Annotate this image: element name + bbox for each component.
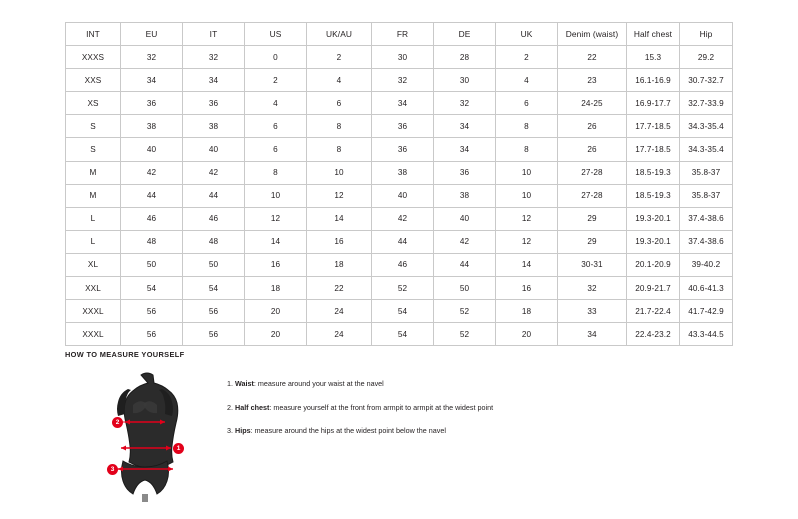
cell-fr: 34: [372, 92, 434, 115]
column-header-hip: Hip: [680, 23, 733, 46]
cell-hip: 37.4-38.6: [680, 207, 733, 230]
cell-eu: 34: [121, 69, 183, 92]
cell-denim-waist: 29: [558, 207, 627, 230]
cell-us: 2: [245, 69, 307, 92]
cell-de: 38: [434, 184, 496, 207]
measure-note-number: 2.: [227, 402, 233, 412]
cell-uk: 16: [496, 277, 558, 300]
measure-note-term: Waist: [235, 379, 254, 388]
cell-uk-au: 14: [307, 207, 372, 230]
cell-fr: 44: [372, 230, 434, 253]
cell-half-chest: 19.3-20.1: [627, 207, 680, 230]
cell-denim-waist: 23: [558, 69, 627, 92]
cell-eu: 38: [121, 115, 183, 138]
cell-half-chest: 16.9-17.7: [627, 92, 680, 115]
cell-int: S: [66, 138, 121, 161]
cell-half-chest: 20.9-21.7: [627, 277, 680, 300]
cell-fr: 36: [372, 138, 434, 161]
mannequin-illustration: [85, 369, 205, 504]
cell-hip: 43.3-44.5: [680, 323, 733, 346]
cell-de: 34: [434, 115, 496, 138]
cell-us: 4: [245, 92, 307, 115]
cell-it: 54: [183, 277, 245, 300]
cell-fr: 32: [372, 69, 434, 92]
column-header-uk: UK: [496, 23, 558, 46]
cell-int: XS: [66, 92, 121, 115]
cell-de: 28: [434, 46, 496, 69]
cell-hip: 35.8-37: [680, 184, 733, 207]
table-row: [66, 207, 733, 230]
cell-eu: 32: [121, 46, 183, 69]
cell-half-chest: 19.3-20.1: [627, 230, 680, 253]
measure-badge-3: 3: [107, 464, 118, 475]
cell-hip: 41.7-42.9: [680, 300, 733, 323]
size-table-body: [66, 46, 733, 346]
table-row: [66, 277, 733, 300]
column-header-half-chest: Half chest: [627, 23, 680, 46]
measure-note-waist: [227, 379, 493, 389]
cell-uk-au: 8: [307, 138, 372, 161]
table-row: [66, 230, 733, 253]
cell-us: 20: [245, 300, 307, 323]
cell-it: 56: [183, 300, 245, 323]
cell-uk: 12: [496, 230, 558, 253]
size-table-head: [66, 23, 733, 46]
size-table: [65, 22, 733, 346]
cell-eu: 56: [121, 323, 183, 346]
cell-denim-waist: 30-31: [558, 253, 627, 276]
measure-note-term: Half chest: [235, 402, 270, 412]
cell-it: 42: [183, 161, 245, 184]
how-to-measure-body: [65, 369, 745, 504]
cell-uk: 2: [496, 46, 558, 69]
cell-de: 50: [434, 277, 496, 300]
cell-uk-au: 24: [307, 323, 372, 346]
cell-uk: 10: [496, 184, 558, 207]
column-header-uk-au: UK/AU: [307, 23, 372, 46]
cell-denim-waist: 29: [558, 230, 627, 253]
cell-uk: 8: [496, 138, 558, 161]
cell-de: 40: [434, 207, 496, 230]
cell-half-chest: 22.4-23.2: [627, 323, 680, 346]
measure-note-text: : measure around your waist at the navel: [253, 379, 384, 388]
table-header-row: [66, 23, 733, 46]
cell-uk-au: 8: [307, 115, 372, 138]
cell-uk-au: 12: [307, 184, 372, 207]
cell-int: L: [66, 230, 121, 253]
cell-it: 56: [183, 323, 245, 346]
measure-note-hips: [227, 426, 493, 436]
measure-badge-1: 1: [173, 443, 184, 454]
cell-denim-waist: 33: [558, 300, 627, 323]
cell-hip: 39-40.2: [680, 253, 733, 276]
cell-uk: 10: [496, 161, 558, 184]
cell-eu: 46: [121, 207, 183, 230]
how-to-measure-title: HOW TO MEASURE YOURSELF: [65, 350, 185, 359]
column-header-de: DE: [434, 23, 496, 46]
cell-hip: 30.7-32.7: [680, 69, 733, 92]
cell-int: XXS: [66, 69, 121, 92]
column-header-denim-waist: Denim (waist): [558, 23, 627, 46]
size-table-container: [65, 22, 732, 346]
table-row: [66, 253, 733, 276]
cell-uk: 20: [496, 323, 558, 346]
cell-uk: 12: [496, 207, 558, 230]
cell-half-chest: 15.3: [627, 46, 680, 69]
cell-fr: 42: [372, 207, 434, 230]
cell-us: 6: [245, 138, 307, 161]
table-row: [66, 69, 733, 92]
cell-it: 32: [183, 46, 245, 69]
measure-note-number: 1.: [227, 379, 233, 388]
cell-hip: 34.3-35.4: [680, 115, 733, 138]
cell-denim-waist: 34: [558, 323, 627, 346]
cell-us: 12: [245, 207, 307, 230]
cell-eu: 40: [121, 138, 183, 161]
cell-uk-au: 6: [307, 92, 372, 115]
cell-it: 46: [183, 207, 245, 230]
table-row: [66, 115, 733, 138]
cell-hip: 29.2: [680, 46, 733, 69]
cell-it: 34: [183, 69, 245, 92]
cell-int: M: [66, 161, 121, 184]
column-header-eu: EU: [121, 23, 183, 46]
cell-it: 44: [183, 184, 245, 207]
cell-fr: 52: [372, 277, 434, 300]
cell-uk-au: 18: [307, 253, 372, 276]
cell-eu: 48: [121, 230, 183, 253]
cell-uk-au: 2: [307, 46, 372, 69]
cell-us: 8: [245, 161, 307, 184]
cell-hip: 35.8-37: [680, 161, 733, 184]
cell-fr: 46: [372, 253, 434, 276]
cell-int: XL: [66, 253, 121, 276]
measure-note-half-chest: [227, 403, 493, 413]
cell-us: 18: [245, 277, 307, 300]
cell-fr: 54: [372, 300, 434, 323]
how-to-measure-section: [65, 350, 745, 504]
cell-denim-waist: 26: [558, 115, 627, 138]
cell-uk: 4: [496, 69, 558, 92]
cell-eu: 42: [121, 161, 183, 184]
table-row: [66, 300, 733, 323]
cell-uk-au: 22: [307, 277, 372, 300]
cell-us: 6: [245, 115, 307, 138]
cell-int: M: [66, 184, 121, 207]
cell-hip: 40.6-41.3: [680, 277, 733, 300]
table-row: [66, 161, 733, 184]
measure-notes: [227, 369, 493, 450]
cell-hip: 34.3-35.4: [680, 138, 733, 161]
cell-eu: 56: [121, 300, 183, 323]
cell-uk: 14: [496, 253, 558, 276]
cell-uk: 18: [496, 300, 558, 323]
table-row: [66, 323, 733, 346]
cell-half-chest: 18.5-19.3: [627, 184, 680, 207]
column-header-us: US: [245, 23, 307, 46]
table-row: [66, 46, 733, 69]
cell-eu: 50: [121, 253, 183, 276]
cell-de: 52: [434, 300, 496, 323]
cell-uk: 8: [496, 115, 558, 138]
cell-hip: 32.7-33.9: [680, 92, 733, 115]
cell-de: 52: [434, 323, 496, 346]
measure-note-number: 3.: [227, 426, 233, 436]
cell-int: XXXL: [66, 300, 121, 323]
cell-int: S: [66, 115, 121, 138]
cell-half-chest: 18.5-19.3: [627, 161, 680, 184]
cell-de: 44: [434, 253, 496, 276]
cell-us: 10: [245, 184, 307, 207]
table-row: [66, 138, 733, 161]
cell-de: 36: [434, 161, 496, 184]
cell-eu: 36: [121, 92, 183, 115]
column-header-fr: FR: [372, 23, 434, 46]
cell-denim-waist: 24-25: [558, 92, 627, 115]
cell-it: 36: [183, 92, 245, 115]
cell-half-chest: 21.7-22.4: [627, 300, 680, 323]
cell-denim-waist: 27-28: [558, 161, 627, 184]
cell-int: XXXL: [66, 323, 121, 346]
cell-us: 0: [245, 46, 307, 69]
cell-int: XXL: [66, 277, 121, 300]
cell-de: 32: [434, 92, 496, 115]
column-header-int: INT: [66, 23, 121, 46]
cell-de: 42: [434, 230, 496, 253]
cell-it: 40: [183, 138, 245, 161]
measure-note-text: : measure yourself at the front from armpit to armpit at the widest point: [269, 402, 494, 412]
cell-uk-au: 24: [307, 300, 372, 323]
cell-half-chest: 17.7-18.5: [627, 115, 680, 138]
cell-half-chest: 20.1-20.9: [627, 253, 680, 276]
cell-de: 34: [434, 138, 496, 161]
cell-uk-au: 16: [307, 230, 372, 253]
cell-denim-waist: 32: [558, 277, 627, 300]
cell-eu: 44: [121, 184, 183, 207]
cell-de: 30: [434, 69, 496, 92]
cell-uk-au: 10: [307, 161, 372, 184]
cell-us: 14: [245, 230, 307, 253]
cell-fr: 40: [372, 184, 434, 207]
cell-int: L: [66, 207, 121, 230]
cell-uk: 6: [496, 92, 558, 115]
table-row: [66, 184, 733, 207]
cell-denim-waist: 26: [558, 138, 627, 161]
cell-denim-waist: 22: [558, 46, 627, 69]
cell-uk-au: 4: [307, 69, 372, 92]
cell-denim-waist: 27-28: [558, 184, 627, 207]
cell-fr: 54: [372, 323, 434, 346]
cell-us: 16: [245, 253, 307, 276]
measure-note-term: Hips: [235, 426, 251, 436]
mannequin-figure: [85, 369, 205, 504]
measure-badge-2: 2: [112, 417, 123, 428]
cell-fr: 38: [372, 161, 434, 184]
cell-fr: 30: [372, 46, 434, 69]
cell-us: 20: [245, 323, 307, 346]
column-header-it: IT: [183, 23, 245, 46]
cell-it: 50: [183, 253, 245, 276]
cell-it: 38: [183, 115, 245, 138]
table-row: [66, 92, 733, 115]
measure-note-text: : measure around the hips at the widest point below the navel: [250, 426, 446, 436]
cell-half-chest: 17.7-18.5: [627, 138, 680, 161]
cell-it: 48: [183, 230, 245, 253]
cell-half-chest: 16.1-16.9: [627, 69, 680, 92]
cell-eu: 54: [121, 277, 183, 300]
cell-fr: 36: [372, 115, 434, 138]
cell-hip: 37.4-38.6: [680, 230, 733, 253]
cell-int: XXXS: [66, 46, 121, 69]
